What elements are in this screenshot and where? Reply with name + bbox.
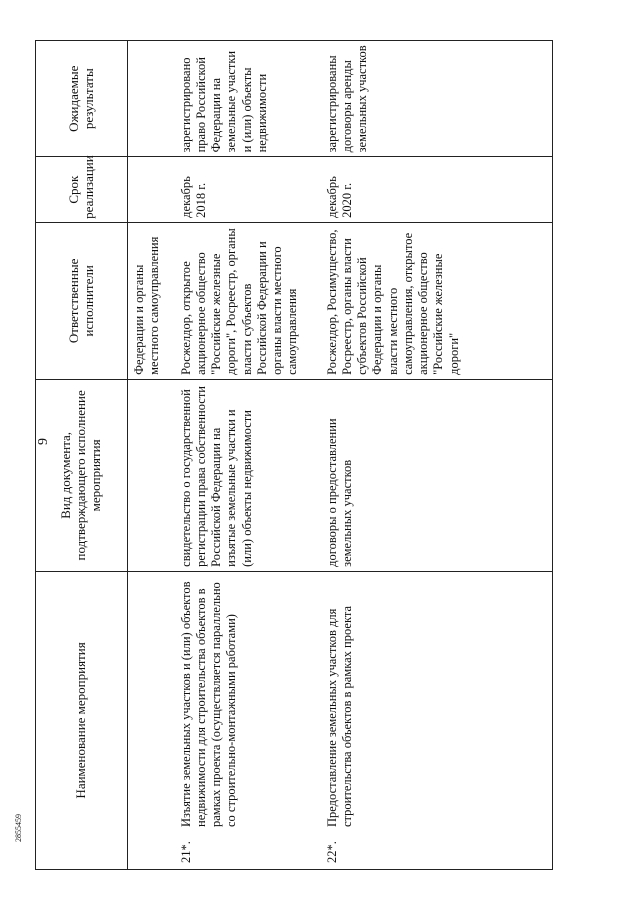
measure-name: Предоставление земельных участков для строительства объектов в рамках проекта [324,605,354,827]
cell-executors: Федерации и органы местного самоуправления [128,222,173,379]
cell-document [128,379,173,571]
table-row [173,41,319,870]
cell-executors: Росжелдор, Росимущество, Росреестр, органы власти субъектов Российской Федерации и органы власти местного самоуправления, открытое акционерное общество "Российские железные дороги" [319,222,553,379]
measures-table [35,40,553,870]
row-number: 22*. [324,841,339,863]
cell-document: свидетельство о государственной регистрации права собственности Российской Федерации на изъятые земельные участки и (или) объекты недвижимости [173,379,319,571]
page-number: 9 [36,438,51,445]
cell-document: договоры о предоставлении земельных участков [319,379,553,571]
cell-results: зарегистрировано право Российской Федерации на земельные участки и (или) объекты недвижимости [173,41,319,157]
cell-results: зарегистрированы договоры аренды земельных участков [319,41,553,157]
measure-name: Изъятие земельных участков и (или) объектов недвижимости для строительства объектов в рамках проекта (осуществляется параллельно со строительно-монтажными работами) [178,581,239,827]
header-deadline: Срок реализации [36,157,128,222]
cell-results [128,41,173,157]
cell-name [173,571,319,869]
document-id: 2855459 [14,814,23,842]
table-row [319,41,553,870]
cell-deadline: декабрь 2020 г. [319,157,553,222]
header-executors: Ответственные исполнители [36,222,128,379]
header-document: Вид документа, подтверждающего исполнение мероприятия [36,379,128,571]
rotated-table-container [35,40,605,870]
cell-deadline: декабрь 2018 г. [173,157,319,222]
table-header-row [36,41,128,870]
cell-deadline [128,157,173,222]
cell-executors: Росжелдор, открытое акционерное общество "Российские железные дороги", Росреестр, органы власти субъектов Российской Федерации и органы власти местного самоуправления [173,222,319,379]
row-number: 21*. [178,841,193,863]
header-name: Наименование мероприятия [36,571,128,869]
cell-name [128,571,173,869]
cell-name [319,571,553,869]
header-results: Ожидаемые результаты [36,41,128,157]
table-row-continuation [128,41,173,870]
